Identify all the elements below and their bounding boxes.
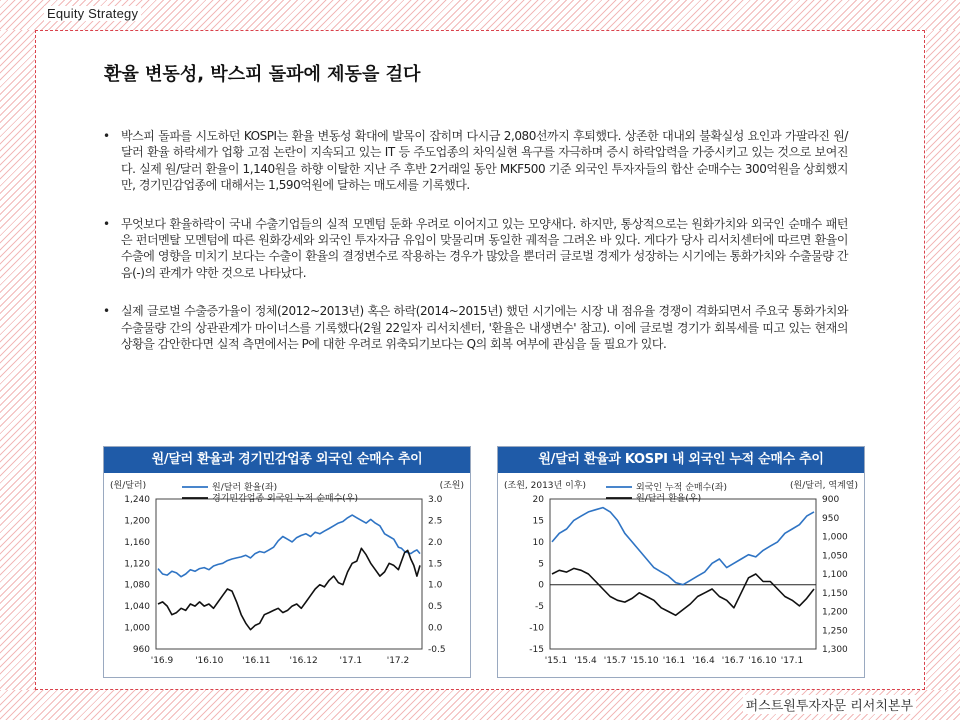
y-tick-left: -5: [535, 602, 544, 613]
page-title: 환율 변동성, 박스피 돌파에 제동을 걸다: [104, 64, 421, 85]
y-tick-right: 2.5: [428, 516, 443, 527]
bullet-text: 무엇보다 환율하락이 국내 수출기업들의 실적 모멘텀 둔화 우려로 이어지고 있는 모양새다. 하지만, 통상적으로는 원화가치와 외국인 순매수 패턴은 펀더멘탈 모멘텀에 따른 원화강세와 외국인 투자자금 유입이 맞물리며 동일한 궤적을 그려온 바 있다. 게다가 당사 리서치센터에 따르면 환율이 수출에 영향을 미치기 보다는 수출이 환율의 결정변수로 작용하는 경우가 많았을 뿐더러 글로벌 경제가 성장하는 시기에는 통화가치와 수출물량 간 음(-)의 관계가 약한 것으로 나타났다.: [121, 216, 848, 280]
y-tick-right: 0.0: [428, 623, 443, 634]
y-tick-left: 1,240: [124, 495, 150, 505]
y-tick-left: 20: [532, 495, 544, 505]
plot-frame: [550, 499, 816, 649]
bullet-text: 박스피 돌파를 시도하던 KOSPI는 환율 변동성 확대에 발목이 잡히며 다시금 2,080선까지 후퇴했다. 상존한 대내외 불확실성 요인과 가팔라진 원/달러 환율 하락세가 업황 고점 논란이 지속되고 있는 IT 등 주도업종의 차익실현 욕구를 자극하며 증시 하락압력을 가중시키고 있는 것으로 보여진다. 실제 원/달러 환율이 1,140원을 하향 이탈한 지난 주 후반 2거래일 동안 MKF500 기준 외국인 투자자들의 합산 순매수는 300억원을 상회했지만, 경기민감업종에 대해서는 1,590억원에 달하는 매도세를 기록했다.: [121, 129, 848, 193]
legend-label: 원/달러 환율(좌): [212, 483, 278, 493]
bullet-dot-icon: •: [103, 216, 110, 231]
series-line-0: [158, 515, 420, 577]
x-tick: '16.10: [748, 656, 777, 666]
y-tick-right: 1,050: [822, 551, 848, 562]
series-line-1: [158, 548, 420, 629]
x-tick: '17.1: [780, 656, 804, 666]
y-tick-left: 5: [538, 559, 544, 570]
chart-right-plot: [498, 475, 864, 677]
chart-right: [497, 446, 865, 678]
y-tick-right: 1,200: [822, 607, 848, 618]
chart-title: 원/달러 환율과 KOSPI 내 외국인 누적 순매수 추이: [498, 447, 864, 473]
x-tick: '16.11: [242, 656, 271, 666]
footer-label: 퍼스트원투자자문 리서치본부: [743, 695, 916, 714]
y-tick-right: 1.5: [428, 559, 443, 570]
chart-left: [103, 446, 471, 678]
y-tick-left: 1,160: [124, 537, 150, 548]
bullet-item: [103, 216, 848, 282]
x-tick: '16.7: [721, 656, 745, 666]
x-tick: '15.10: [630, 656, 659, 666]
y-tick-left: 1,200: [124, 516, 150, 527]
bullet-item: [103, 128, 848, 194]
bullet-dot-icon: •: [103, 129, 110, 143]
y-tick-left: -10: [529, 623, 544, 634]
y-tick-left: 1,120: [124, 559, 150, 570]
x-tick: '16.4: [692, 656, 715, 666]
x-tick: '17.2: [386, 656, 410, 666]
y-tick-right: 1,000: [822, 532, 848, 543]
legend-label: 원/달러 환율(우): [636, 494, 702, 504]
bullet-list: [103, 128, 848, 374]
x-tick: '17.1: [339, 656, 363, 666]
legend-label: 경기민감업종 외국인 누적 순매수(우): [212, 494, 359, 504]
y-tick-left: 960: [132, 645, 150, 655]
x-tick: '15.7: [603, 656, 627, 666]
x-tick: '15.1: [544, 656, 568, 666]
y-tick-right: 1.0: [428, 580, 443, 591]
y-tick-right: 3.0: [428, 495, 443, 505]
x-tick: '16.1: [662, 656, 686, 666]
bullet-text: 실제 글로벌 수출증가율이 정체(2012~2013년) 혹은 하락(2014~2015년) 했던 시기에는 시장 내 점유율 경쟁이 격화되면서 주요국 통화가치와 수출물량 간의 상관관계가 마이너스를 기록했다(2월 22일자 리서치센터, '환율은 내생변수' 참고). 이에 글로벌 경기가 회복세를 띠고 있는 현재의 상황을 감안한다면 실적 측면에서는 P에 대한 우려로 위축되기보다는 Q의 회복 여부에 관심을 둘 필요가 있다.: [121, 304, 848, 352]
y-tick-right: 0.5: [428, 602, 443, 613]
y-tick-left: 1,040: [124, 602, 150, 613]
x-tick: '16.9: [150, 656, 174, 666]
y-tick-right: 950: [822, 513, 840, 524]
y-tick-right: 1,250: [822, 626, 848, 637]
axis-label-right: (원/달러, 역계열): [790, 481, 858, 491]
axis-label-right: (조원): [439, 481, 464, 491]
series-line-1: [552, 568, 814, 615]
y-tick-left: 0: [538, 580, 544, 591]
y-tick-right: 2.0: [428, 537, 443, 548]
y-tick-left: -15: [529, 645, 544, 655]
x-tick: '15.4: [574, 656, 597, 666]
bullet-dot-icon: •: [103, 304, 110, 319]
y-tick-left: 15: [532, 516, 544, 527]
y-tick-left: 1,080: [124, 580, 150, 591]
series-line-0: [552, 508, 814, 585]
header-label: Equity Strategy: [44, 6, 141, 21]
bullet-item: [103, 303, 848, 352]
chart-left-plot: [104, 475, 470, 677]
legend-label: 외국인 누적 순매수(좌): [636, 483, 727, 493]
y-tick-right: 1,150: [822, 588, 848, 599]
axis-label-left: (원/달러): [110, 481, 147, 491]
y-tick-left: 1,000: [124, 623, 150, 634]
hatch-border-left: [0, 30, 35, 690]
y-tick-left: 10: [532, 537, 544, 548]
y-tick-right: -0.5: [428, 645, 446, 655]
x-tick: '16.12: [289, 656, 318, 666]
y-tick-right: 1,300: [822, 645, 848, 655]
axis-label-left: (조원, 2013년 이후): [504, 481, 586, 491]
hatch-border-top: [0, 0, 960, 30]
chart-title: 원/달러 환율과 경기민감업종 외국인 순매수 추이: [104, 447, 470, 473]
y-tick-right: 1,100: [822, 570, 848, 580]
x-tick: '16.10: [195, 656, 224, 666]
y-tick-right: 900: [822, 495, 840, 505]
hatch-border-right: [926, 30, 960, 690]
